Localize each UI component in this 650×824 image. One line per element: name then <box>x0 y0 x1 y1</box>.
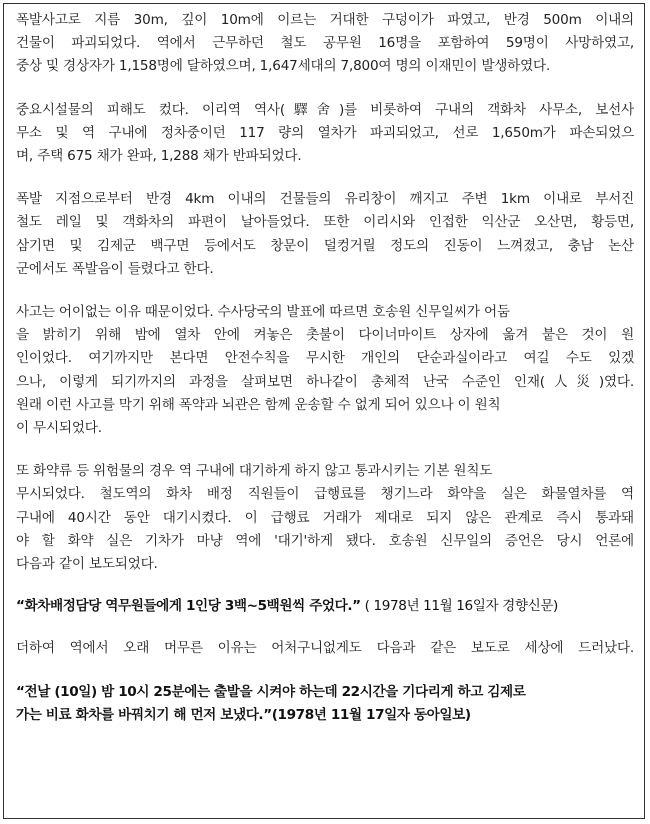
text-line: 또 화약류 등 위험물의 경우 역 구내에 대기하게 하지 않고 통과시키는 기본 원칙도 <box>16 463 493 480</box>
text-line: 중요시설물의 피해도 컸다. 이리역 역사(驛舍)를 비롯하여 구내의 객화차 사무소, 보선사 <box>16 101 634 118</box>
text-line: 이 무시되었다. <box>16 420 102 437</box>
text-line: 철도 레일 및 객화차의 파편이 날아들었다. 또한 이리시와 인접한 익산군 오산면, 황등면, <box>16 214 634 231</box>
text-line: 건물이 파괴되었다. 역에서 근무하던 철도 공무원 16명을 포함하여 59명이 사망하였고, <box>16 35 634 52</box>
text-line: 더하여 역에서 오래 머무른 이유는 어처구니없게도 다음과 같은 보도로 세상에 드러났다. <box>16 640 634 657</box>
paragraph-damage-overview <box>16 9 634 79</box>
text-line: 다음과 같이 보도되었다. <box>16 556 158 573</box>
text-line: 야 할 화약 실은 기차가 마냥 역에 '대기'하게 됐다. 호송원 신무일의 증언은 당시 언론에 <box>16 532 634 549</box>
paragraph-facility-damage <box>16 99 634 169</box>
quote-kyunghyang <box>16 595 634 618</box>
quote-text: “화차배정담당 역무원들에게 1인당 3백~5백원씩 주었다.” <box>16 598 361 615</box>
text-line: 며, 주택 675 채가 완파, 1,288 채가 반파되었다. <box>16 148 302 165</box>
text-line: 원래 이런 사고를 막기 위해 폭약과 뇌관은 함께 운송할 수 없게 되어 있으나 이 원칙 <box>16 396 501 413</box>
text-line: 무시되었다. 철도역의 화차 배정 직원들이 급행료를 챙기느라 화약을 실은 화물열차를 역 <box>16 486 634 503</box>
paragraph-accident-cause <box>16 301 634 440</box>
quote-donga <box>16 681 634 727</box>
text-line: 폭발 지점으로부터 반경 4km 이내의 건물들의 유리창이 깨지고 주변 1km 이내로 부서진 <box>16 191 634 208</box>
text-line: 삼기면 및 김제군 백구면 등에서도 창문이 덜컹거릴 정도의 진동이 느껴졌고, 충남 논산 <box>16 237 634 254</box>
quote-line: “전날 (10일) 밤 10시 25분에는 출발을 시켜야 하는데 22시간을 기다리게 하고 김제로 <box>16 683 526 700</box>
quote-line: 가는 비료 화차를 바꿔치기 해 먼저 보냈다.”(1978년 11월 17일자 동아일보) <box>16 706 471 723</box>
quote-source: ( 1978년 11월 16일자 경향신문) <box>360 598 558 615</box>
text-line: 으나, 이렇게 되기까지의 과정을 살펴보면 하나같이 총체적 난국 수준인 인재(人災)였다. <box>16 373 634 390</box>
quote-line <box>16 595 634 618</box>
text-line: 을 밝히기 위해 밤에 열차 안에 켜놓은 촛불이 다이너마이트 상자에 옮겨 붙은 것이 원 <box>16 327 634 344</box>
paragraph-rule-violation <box>16 460 634 576</box>
text-line: 인이었다. 여기까지만 본다면 안전수칙을 무시한 개인의 단순과실이라고 여길 수도 있겠 <box>16 350 634 367</box>
text-line: 폭발사고로 지름 30m, 깊이 10m에 이르는 거대한 구덩이가 파였고, 반경 500m 이내의 <box>16 12 634 28</box>
text-line: 군에서도 폭발음이 들렸다고 한다. <box>16 260 214 277</box>
text-line: 중상 및 경상자가 1,158명에 달하였으며, 1,647세대의 7,800여 명의 이재민이 발생하였다. <box>16 58 551 75</box>
paragraph-blast-radius <box>16 188 634 281</box>
text-line: 구내에 40시간 동안 대기시켰다. 이 급행료 거래가 제대로 되지 않은 관계로 즉시 통과돼 <box>16 509 634 526</box>
paragraph-transition <box>16 637 634 660</box>
text-line: 무소 및 역 구내에 정차중이던 117 량의 열차가 파괴되었고, 선로 1,650m가 파손되었으 <box>16 124 634 141</box>
text-line: 사고는 어이없는 이유 때문이었다. 수사당국의 발표에 따르면 호송원 신무일씨가 어둠 <box>16 304 510 321</box>
document-frame <box>3 3 645 819</box>
